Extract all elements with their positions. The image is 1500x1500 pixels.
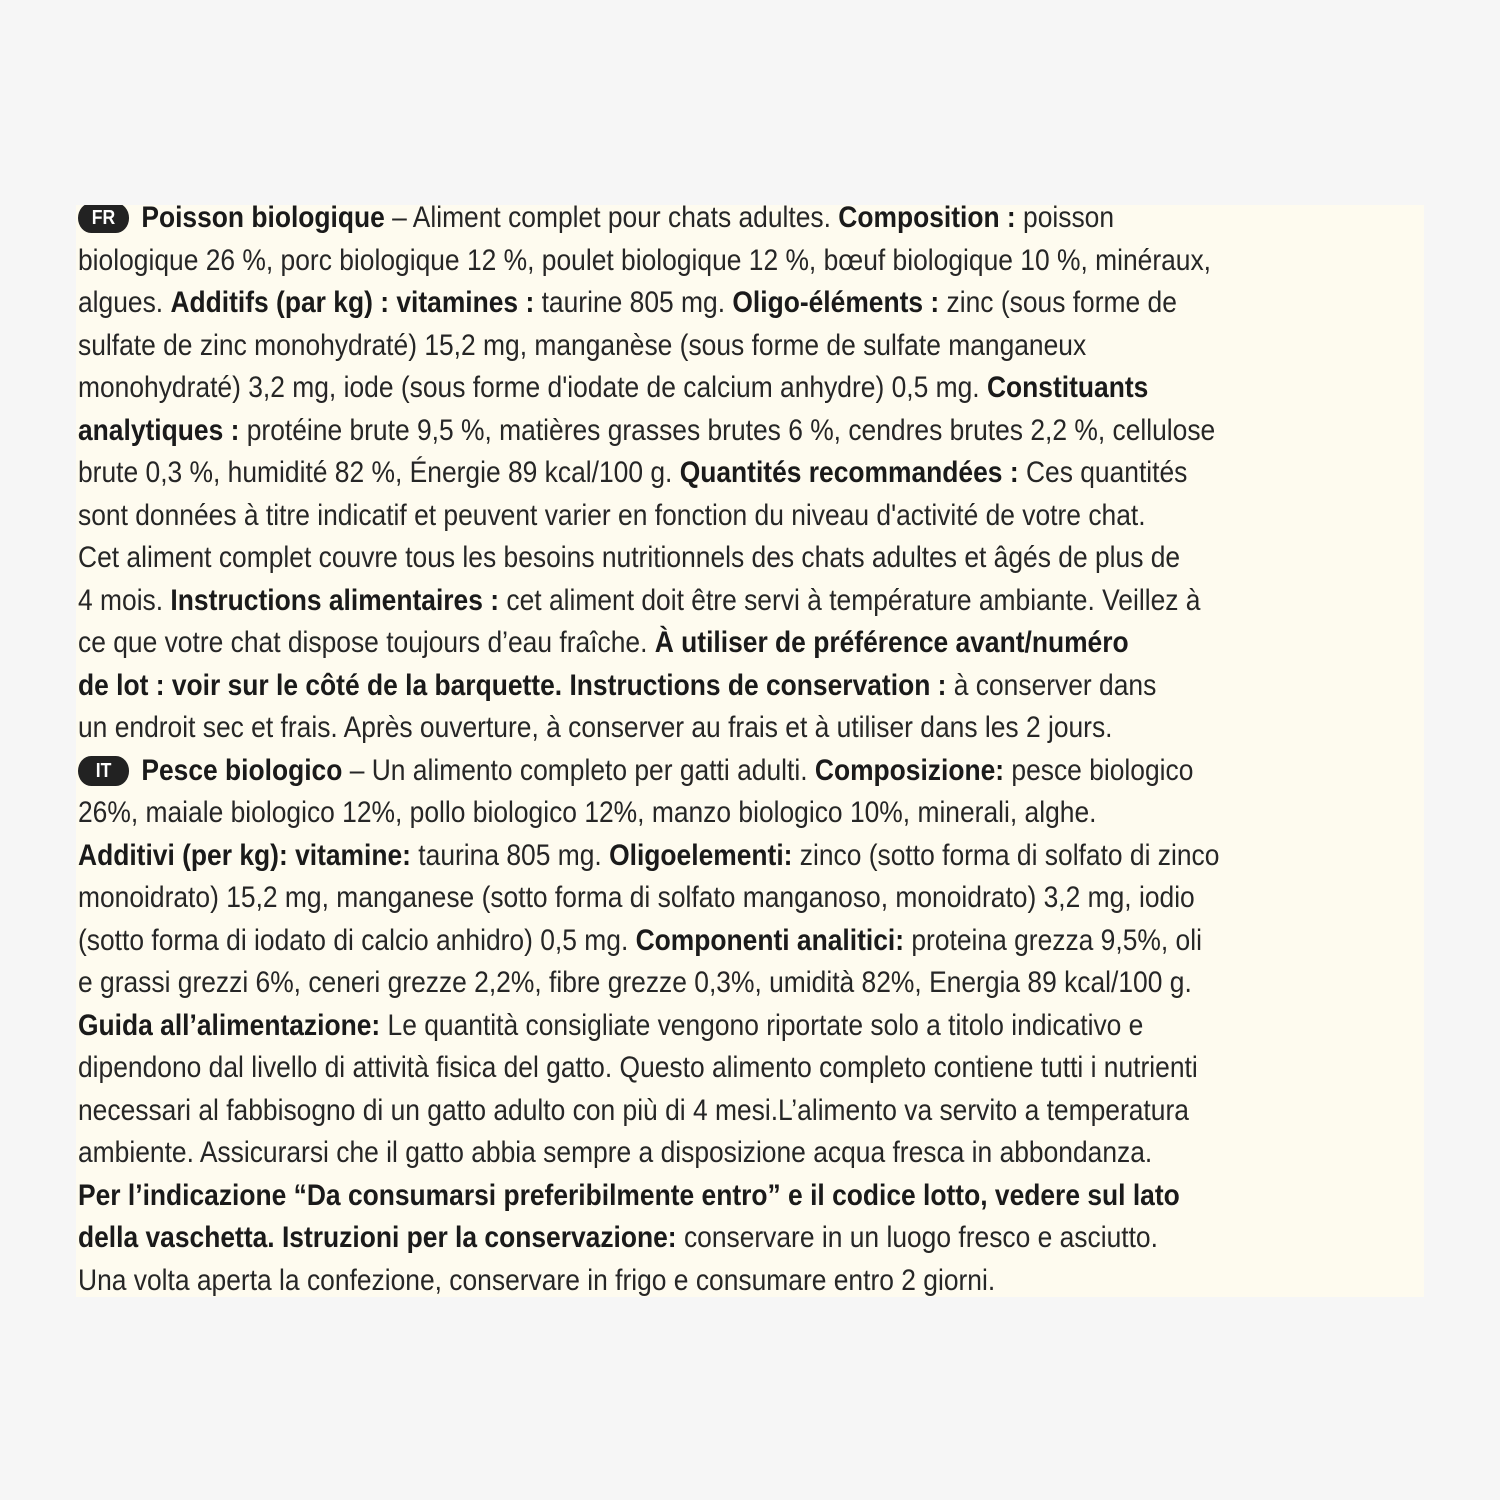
- bold-label-text: de lot : voir sur le côté de la barquette. Instructions de conservation :: [78, 668, 947, 702]
- it-text-line: [78, 1217, 1158, 1259]
- bold-label-text: À utiliser de préférence avant/numéro: [654, 626, 1129, 659]
- bold-label-text: Additifs (par kg) : vitamines :: [170, 286, 535, 319]
- fr-text-line: [78, 282, 1177, 324]
- bold-label-text: Quantités recommandées :: [679, 456, 1019, 489]
- body-text: sulfate de zinc monohydraté) 15,2 mg, manganèse (sous forme de sulfate manganeux: [78, 328, 1087, 362]
- body-text: Cet aliment complet couvre tous les besoins nutritionnels des chats adultes et âgés de plus de: [78, 541, 1181, 574]
- fr-text-line: [78, 410, 1215, 452]
- fr-text-line: [78, 452, 1187, 494]
- body-text: taurine 805 mg.: [534, 286, 733, 319]
- it-text-line: [78, 877, 1195, 919]
- body-text: algues.: [78, 286, 171, 319]
- bold-label-text: analytiques :: [78, 413, 240, 447]
- body-text: 26%, maiale biologico 12%, pollo biologico 12%, manzo biologico 10%, minerali, alghe.: [78, 796, 1097, 829]
- bold-label-text: Oligo-éléments :: [732, 286, 940, 319]
- body-text: Ces quantités: [1018, 456, 1188, 489]
- fr-text-line: [78, 495, 1146, 537]
- body-text: Le quantità consigliate vengono riportate solo a titolo indicativo e: [380, 1008, 1144, 1042]
- body-text: protéine brute 9,5 %, matières grasses brutes 6 %, cendres brutes 2,2 %, cellulose: [239, 413, 1216, 447]
- fr-text-line: [78, 205, 1114, 239]
- it-text-line: [78, 1175, 1180, 1217]
- bold-label-text: Oligoelementi:: [609, 838, 793, 872]
- body-text: poisson: [1015, 205, 1115, 234]
- bold-label-text: della vaschetta. Istruzioni per la conservazione:: [78, 1221, 677, 1254]
- body-text: – Aliment complet pour chats adultes.: [384, 205, 839, 234]
- fr-text-line: [78, 325, 1086, 367]
- body-text: zinc (sous forme de: [939, 286, 1177, 319]
- bold-label-text: Additivi (per kg): vitamine:: [78, 838, 411, 872]
- body-text: proteina grezza 9,5%, oli: [904, 923, 1202, 957]
- bold-label-text: Constituants: [986, 371, 1149, 404]
- it-text-line: [78, 1132, 1152, 1174]
- body-text: Una volta aperta la confezione, conservare in frigo e consumare entro 2 giorni.: [78, 1263, 996, 1297]
- bold-label-text: Poisson biologique: [141, 205, 385, 234]
- body-text: pesce biologico: [1004, 753, 1194, 787]
- fr-language-badge: FR: [78, 205, 129, 233]
- it-language-badge: IT: [78, 756, 129, 786]
- body-text: conservare in un luogo fresco e asciutto.: [676, 1221, 1158, 1254]
- fr-text-line: [78, 537, 1180, 579]
- body-text: à conserver dans: [946, 668, 1157, 702]
- fr-text-line: [78, 707, 1113, 749]
- body-text: biologique 26 %, porc biologique 12 %, poulet biologique 12 %, bœuf biologique 10 %, minéraux,: [78, 243, 1212, 277]
- label-text-panel: [76, 205, 1424, 1297]
- fr-text-line: [78, 367, 1148, 409]
- it-text-line: [78, 1005, 1143, 1047]
- body-text: necessari al fabbisogno di un gatto adulto con più di 4 mesi.L’alimento va servito a temperatura: [78, 1093, 1189, 1127]
- fr-text-line: [78, 665, 1156, 707]
- body-text: taurina 805 mg.: [410, 838, 610, 872]
- bold-label-text: Per l’indicazione “Da consumarsi preferibilmente entro” e il codice lotto, vedere sul lato: [78, 1178, 1180, 1212]
- body-text: e grassi grezzi 6%, ceneri grezze 2,2%, fibre grezze 0,3%, umidità 82%, Energia 89 kcal/100 g.: [78, 966, 1192, 999]
- it-text-line: [78, 1260, 995, 1298]
- body-text: cet aliment doit être servi à température ambiante. Veillez à: [499, 583, 1201, 617]
- fr-text-line: [78, 622, 1129, 664]
- body-text: brute 0,3 %, humidité 82 %, Énergie 89 kcal/100 g.: [78, 456, 680, 489]
- body-text: un endroit sec et frais. Après ouverture, à conserver au frais et à utiliser dans les 2 jours.: [78, 711, 1113, 744]
- body-text: ce que votre chat dispose toujours d’eau fraîche.: [78, 626, 655, 659]
- fr-text-line: [78, 240, 1211, 282]
- body-text: monohydraté) 3,2 mg, iode (sous forme d'iodate de calcium anhydre) 0,5 mg.: [78, 371, 987, 404]
- it-text-line: [78, 792, 1096, 834]
- body-text: (sotto forma di iodato di calcio anhidro) 0,5 mg.: [78, 923, 636, 957]
- it-text-line: [78, 750, 1193, 792]
- body-text: dipendono dal livello di attività fisica del gatto. Questo alimento completo contiene tutti i nutrienti: [78, 1051, 1198, 1084]
- it-text-line: [78, 920, 1202, 962]
- body-text: ambiente. Assicurarsi che il gatto abbia sempre a disposizione acqua fresca in abbondanza.: [78, 1136, 1153, 1169]
- body-text: sont données à titre indicatif et peuvent varier en fonction du niveau d'activité de votre chat.: [78, 498, 1146, 532]
- bold-label-text: Guida all’alimentazione:: [78, 1008, 381, 1042]
- bold-label-text: Pesce biologico: [141, 753, 343, 787]
- body-text: 4 mois.: [78, 583, 171, 617]
- fr-text-line: [78, 580, 1200, 622]
- body-text: zinco (sotto forma di solfato di zinco: [792, 838, 1220, 872]
- bold-label-text: Composizione:: [814, 753, 1005, 787]
- bold-label-text: Componenti analitici:: [635, 923, 905, 957]
- body-text: monoidrato) 15,2 mg, manganese (sotto forma di solfato manganoso, monoidrato) 3,2 mg, iodio: [78, 881, 1195, 914]
- it-text-line: [78, 1047, 1198, 1089]
- it-text-line: [78, 1090, 1189, 1132]
- bold-label-text: Instructions alimentaires :: [170, 583, 500, 617]
- bold-label-text: Composition :: [838, 205, 1016, 234]
- body-text: – Un alimento completo per gatti adulti.: [342, 753, 815, 787]
- it-text-line: [78, 835, 1219, 877]
- it-text-line: [78, 962, 1192, 1004]
